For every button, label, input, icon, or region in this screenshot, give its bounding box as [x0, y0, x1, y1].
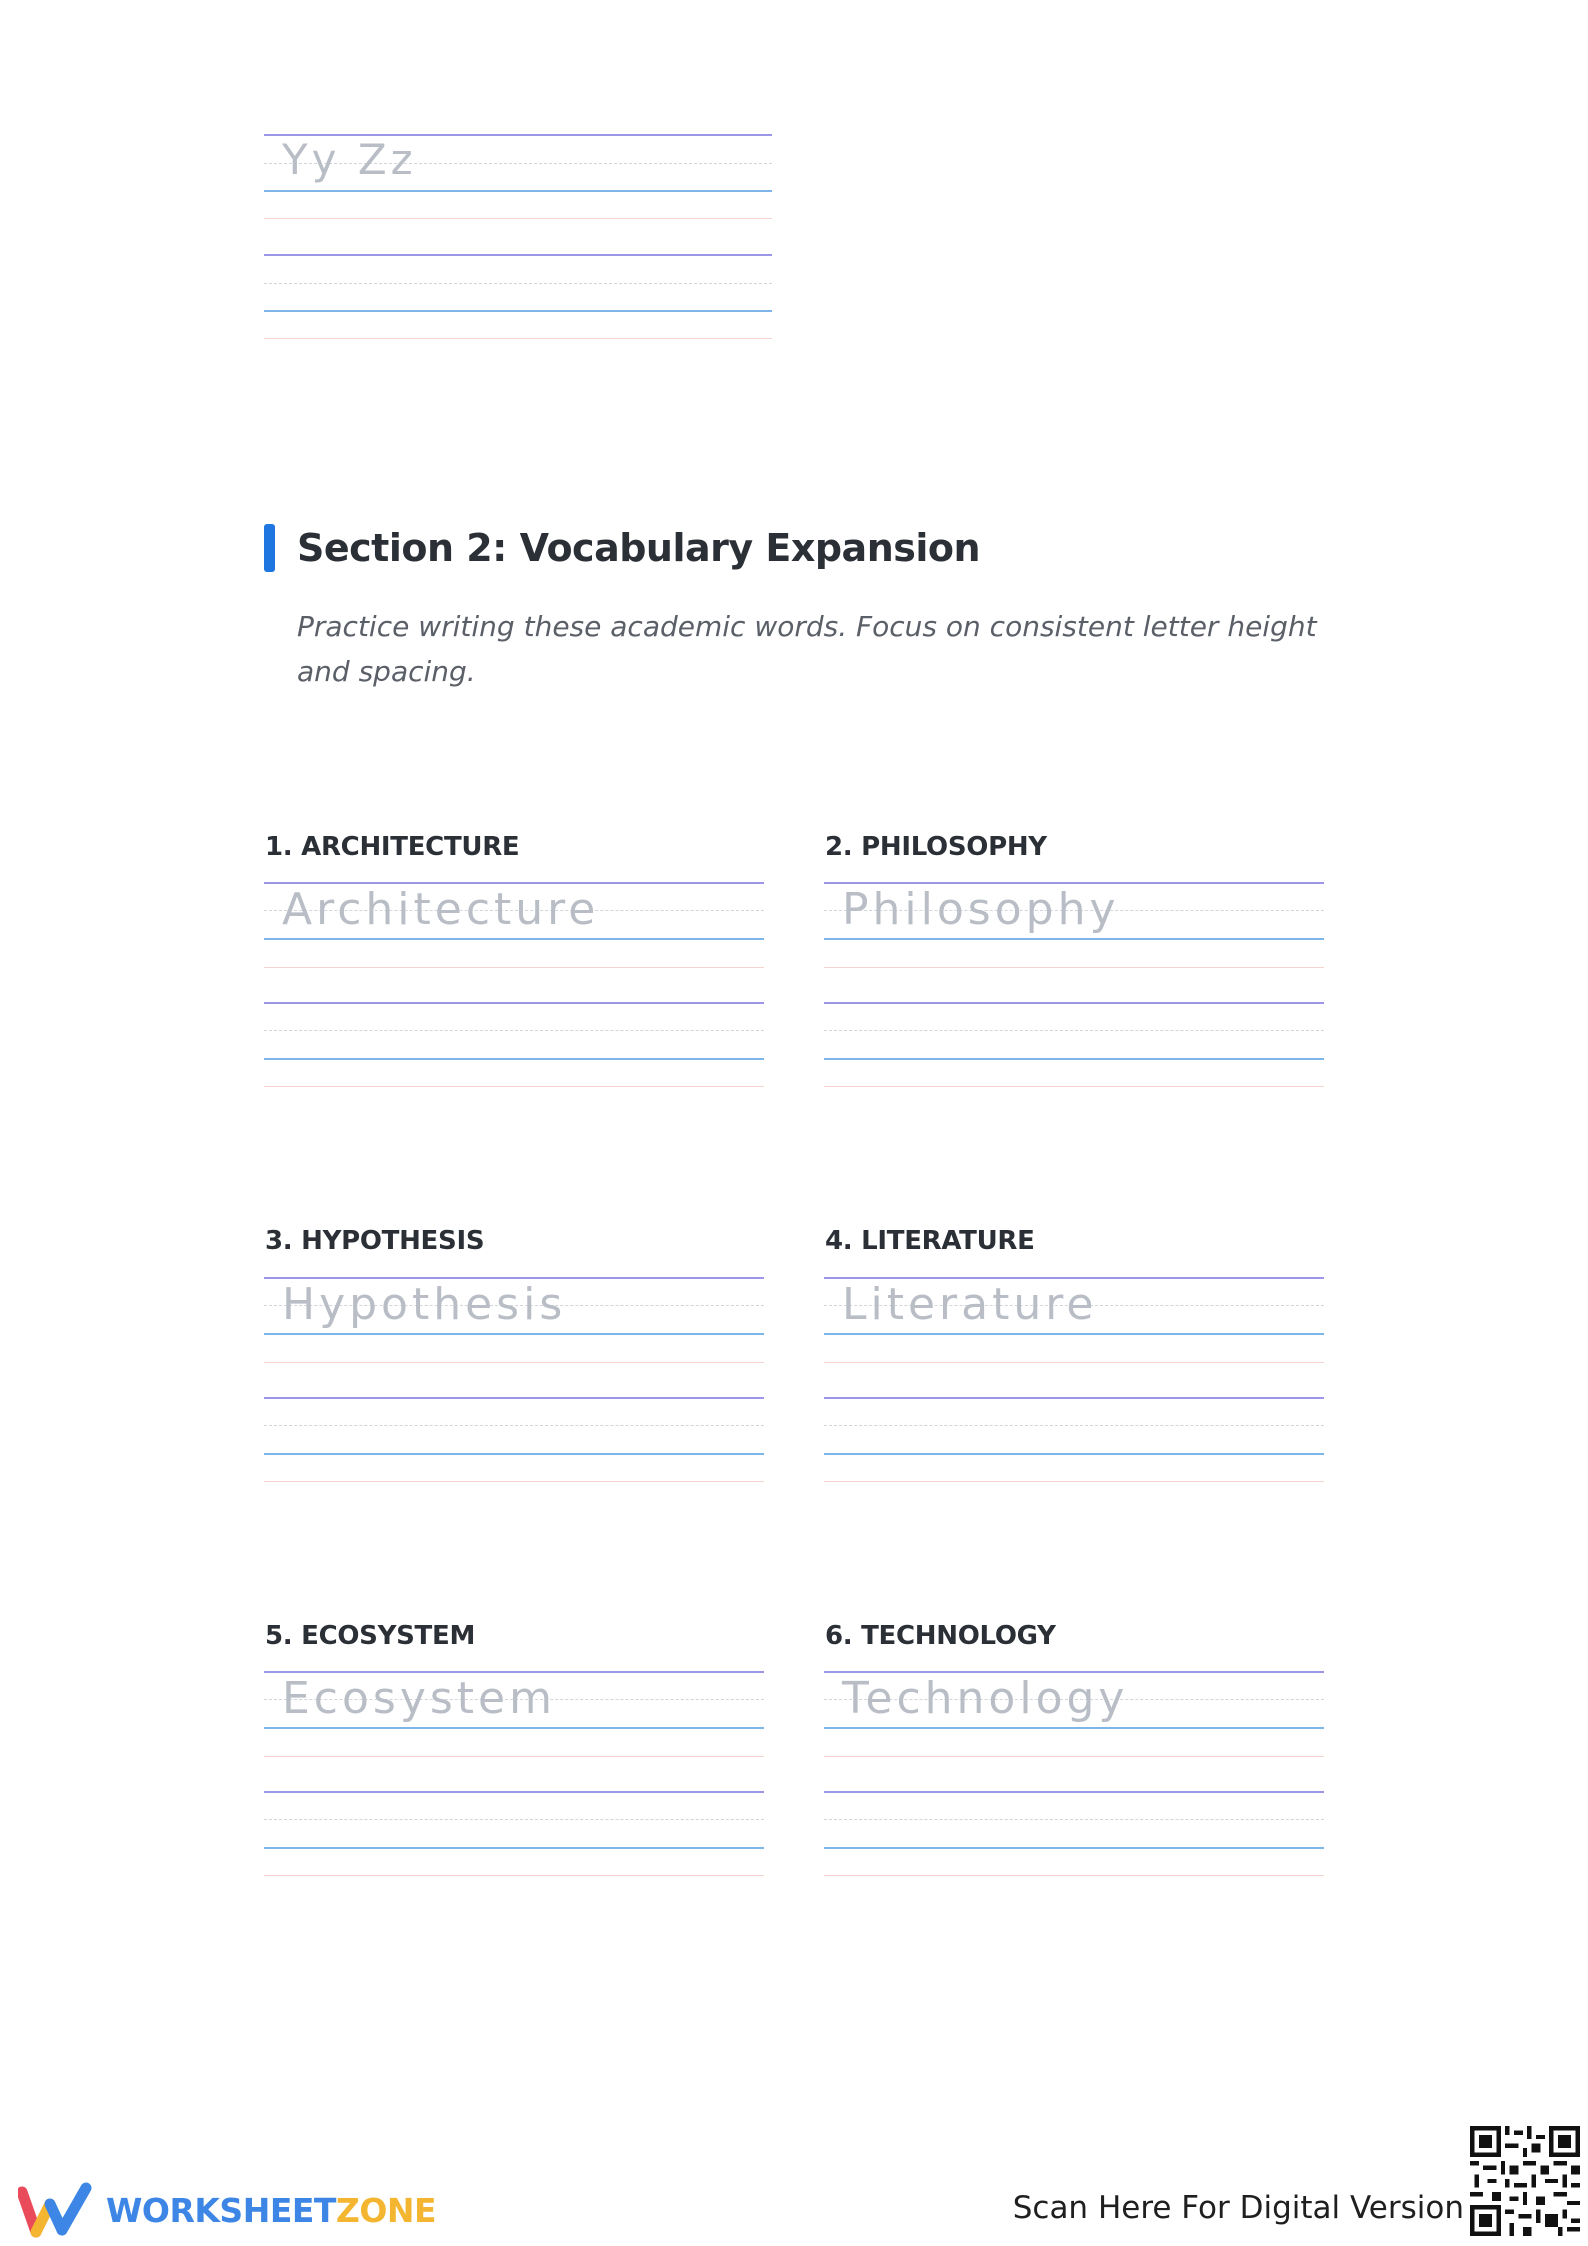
base-line — [824, 938, 1324, 940]
base-line — [264, 1333, 764, 1335]
top-line — [264, 1791, 764, 1793]
worksheetzone-logo-icon — [18, 2182, 92, 2238]
top-line — [264, 254, 772, 256]
descender-line — [824, 1362, 1324, 1363]
descender-line — [264, 967, 764, 968]
qr-code-icon[interactable] — [1470, 2126, 1580, 2236]
base-line — [824, 1333, 1324, 1335]
section-header — [264, 524, 980, 572]
mid-line — [824, 1030, 1324, 1031]
trace-text: Literature — [842, 1279, 1098, 1330]
top-line — [824, 1791, 1324, 1793]
base-line — [264, 1453, 764, 1455]
base-line — [824, 1058, 1324, 1060]
descender-line — [824, 1875, 1324, 1876]
top-line — [264, 1397, 764, 1399]
mid-line — [264, 1030, 764, 1031]
word-label-3: 3. HYPOTHESIS — [265, 1226, 485, 1256]
word-practice-lines-3[interactable] — [264, 1277, 764, 1483]
base-line — [264, 1727, 764, 1729]
trace-text: Yy Zz — [282, 135, 417, 184]
base-line — [264, 1058, 764, 1060]
brand-part-2: ZONE — [335, 2190, 437, 2230]
section-instructions: Practice writing these academic words. Focus on consistent letter height and spacing. — [297, 610, 1317, 688]
section-title: Section 2: Vocabulary Expansion — [297, 526, 981, 570]
top-line — [824, 1002, 1324, 1004]
descender-line — [264, 1756, 764, 1757]
mid-line — [264, 1425, 764, 1426]
trace-text: Hypothesis — [282, 1279, 567, 1330]
word-practice-lines-4[interactable] — [824, 1277, 1324, 1483]
mid-line — [824, 1819, 1324, 1820]
top-line — [824, 1397, 1324, 1399]
descender-line — [824, 1481, 1324, 1482]
descender-line — [264, 1086, 764, 1087]
trace-text: Ecosystem — [282, 1673, 556, 1724]
descender-line — [824, 1756, 1324, 1757]
base-line — [824, 1453, 1324, 1455]
word-practice-lines-2[interactable] — [824, 882, 1324, 1088]
word-label-4: 4. LITERATURE — [825, 1226, 1035, 1256]
alphabet-practice-lines[interactable] — [264, 134, 772, 340]
mid-line — [824, 1425, 1324, 1426]
base-line — [824, 1847, 1324, 1849]
descender-line — [264, 1481, 764, 1482]
word-practice-lines-1[interactable] — [264, 882, 764, 1088]
descender-line — [264, 1875, 764, 1876]
mid-line — [264, 1819, 764, 1820]
word-practice-lines-5[interactable] — [264, 1671, 764, 1877]
word-practice-lines-6[interactable] — [824, 1671, 1324, 1877]
base-line — [264, 310, 772, 312]
word-label-5: 5. ECOSYSTEM — [265, 1621, 476, 1651]
descender-line — [264, 1362, 764, 1363]
descender-line — [824, 967, 1324, 968]
scan-instruction: Scan Here For Digital Version — [1012, 2190, 1464, 2226]
mid-line — [264, 283, 772, 284]
trace-text: Architecture — [282, 884, 600, 935]
word-label-1: 1. ARCHITECTURE — [265, 832, 520, 862]
base-line — [264, 190, 772, 192]
descender-line — [824, 1086, 1324, 1087]
top-line — [264, 1002, 764, 1004]
brand-part-1: WORKSHEET — [106, 2190, 336, 2230]
word-label-6: 6. TECHNOLOGY — [825, 1621, 1056, 1651]
descender-line — [264, 338, 772, 339]
trace-text: Technology — [842, 1673, 1129, 1724]
base-line — [264, 938, 764, 940]
base-line — [264, 1847, 764, 1849]
trace-text: Philosophy — [842, 884, 1120, 935]
word-label-2: 2. PHILOSOPHY — [825, 832, 1047, 862]
brand-name — [106, 2191, 436, 2230]
base-line — [824, 1727, 1324, 1729]
section-accent-bar — [264, 524, 275, 572]
footer-logo[interactable] — [18, 2182, 436, 2238]
descender-line — [264, 218, 772, 219]
